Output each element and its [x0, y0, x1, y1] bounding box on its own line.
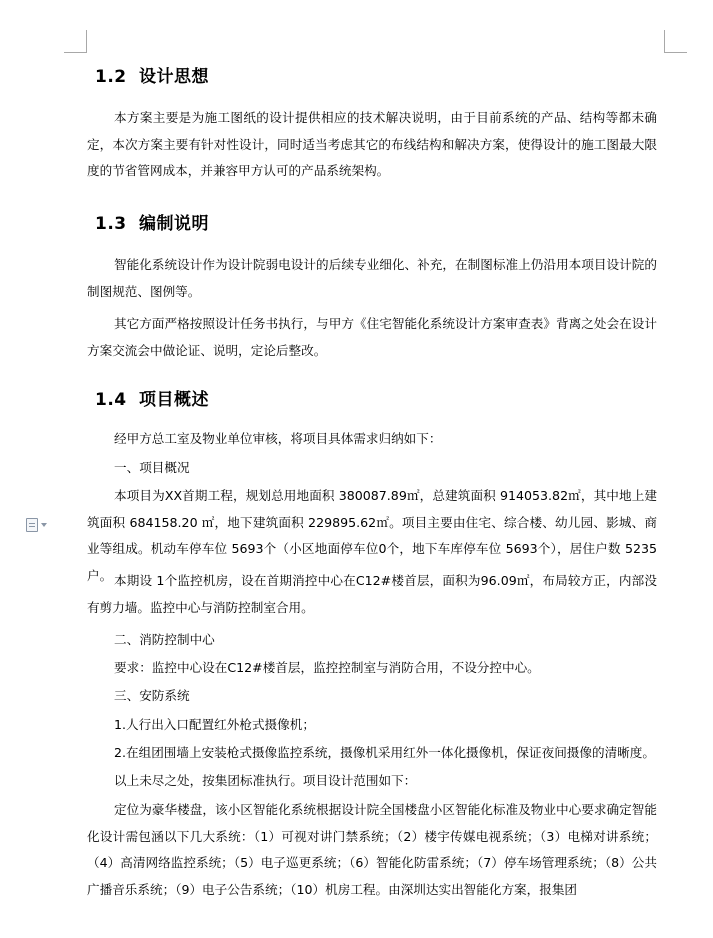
- subheading-security: 三、安防系统: [114, 688, 190, 703]
- heading-1-3: [95, 209, 209, 234]
- subheading-project-overview: 一、项目概况: [114, 460, 190, 475]
- crop-mark-left-horizontal: [64, 52, 87, 53]
- heading-title: 项目概述: [139, 390, 209, 410]
- list-item: 2.在组团围墙上安装枪式摄像监控系统，摄像机采用红外一体化摄像机，保证夜间摄像的清晰度。: [114, 745, 655, 760]
- paragraph: 本期设 1个监控机房，设在首期消控中心在C12#楼首层，面积为96.09㎡，布局较方正，内部没有剪力墙。监控中心与消防控制室合用。: [87, 573, 657, 615]
- paragraph: 以上未尽之处，按集团标准执行。项目设计范围如下：: [114, 773, 417, 788]
- crop-mark-right-horizontal: [664, 52, 687, 53]
- paragraph: 本方案主要是为施工图纸的设计提供相应的技术解决说明，由于目前系统的产品、结构等都未确定，本次方案主要有针对性设计，同时适当考虑其它的布线结构和解决方案，使得设计的施工图最大限度的节省管网成本，并兼容甲方认可的产品系统架构。: [87, 110, 657, 178]
- list-item: 1.人行出入口配置红外枪式摄像机；: [114, 717, 315, 732]
- heading-1-4: [95, 385, 209, 410]
- heading-title: 编制说明: [139, 214, 209, 234]
- paragraph-scope: 定位为豪华楼盘，该小区智能化系统根据设计院全国楼盘小区智能化标准及物业中心要求确定智能化设计需包涵以下几大系统：（1）可视对讲门禁系统；（2）楼宇传媒电视系统；（3）电梯对讲系统；（4）高清网络监控系统；（5）电子巡更系统；（6）智能化防雷系统；（7）停车场管理系统；（8）公共广播音乐系统；（9）电子公告系统；（10）机房工程。由深圳达实出智能化方案，报集团: [87, 802, 657, 897]
- document-icon[interactable]: [26, 518, 52, 532]
- paragraph-intro: 经甲方总工室及物业单位审核，将项目具体需求归纳如下：: [114, 431, 442, 446]
- paragraph: 智能化系统设计作为设计院弱电设计的后续专业细化、补充，在制图标准上仍沿用本项目设计院的制图规范、图例等。: [87, 257, 657, 299]
- heading-1-2: [95, 62, 209, 87]
- chevron-down-icon: [41, 523, 47, 527]
- heading-number: 1.2: [95, 67, 127, 87]
- crop-mark-right-vertical: [664, 30, 665, 52]
- paragraph: 要求：监控中心设在C12#楼首层，监控控制室与消防合用，不设分控中心。: [114, 660, 540, 675]
- document-glyph: [26, 518, 38, 532]
- heading-number: 1.3: [95, 214, 127, 234]
- heading-title: 设计思想: [139, 67, 209, 87]
- heading-number: 1.4: [95, 390, 127, 410]
- subheading-fire-control: 二、消防控制中心: [114, 632, 215, 647]
- paragraph: 本项目为XX首期工程，规划总用地面积 380087.89㎡，总建筑面积 914053.82㎡，其中地上建筑面积 684158.20 ㎡，地下建筑面积 229895.62㎡。项目主要由住宅、综合楼、幼儿园、影城、商业等组成。机动车停车位 5693个（小区地面停车位0个，地下车库停车位 5693个），居住户数 5235户。: [87, 488, 657, 583]
- paragraph: 其它方面严格按照设计任务书执行，与甲方《住宅智能化系统设计方案审查表》背离之处会在设计方案交流会中做论证、说明，定论后整改。: [87, 316, 657, 358]
- crop-mark-left-vertical: [86, 30, 87, 52]
